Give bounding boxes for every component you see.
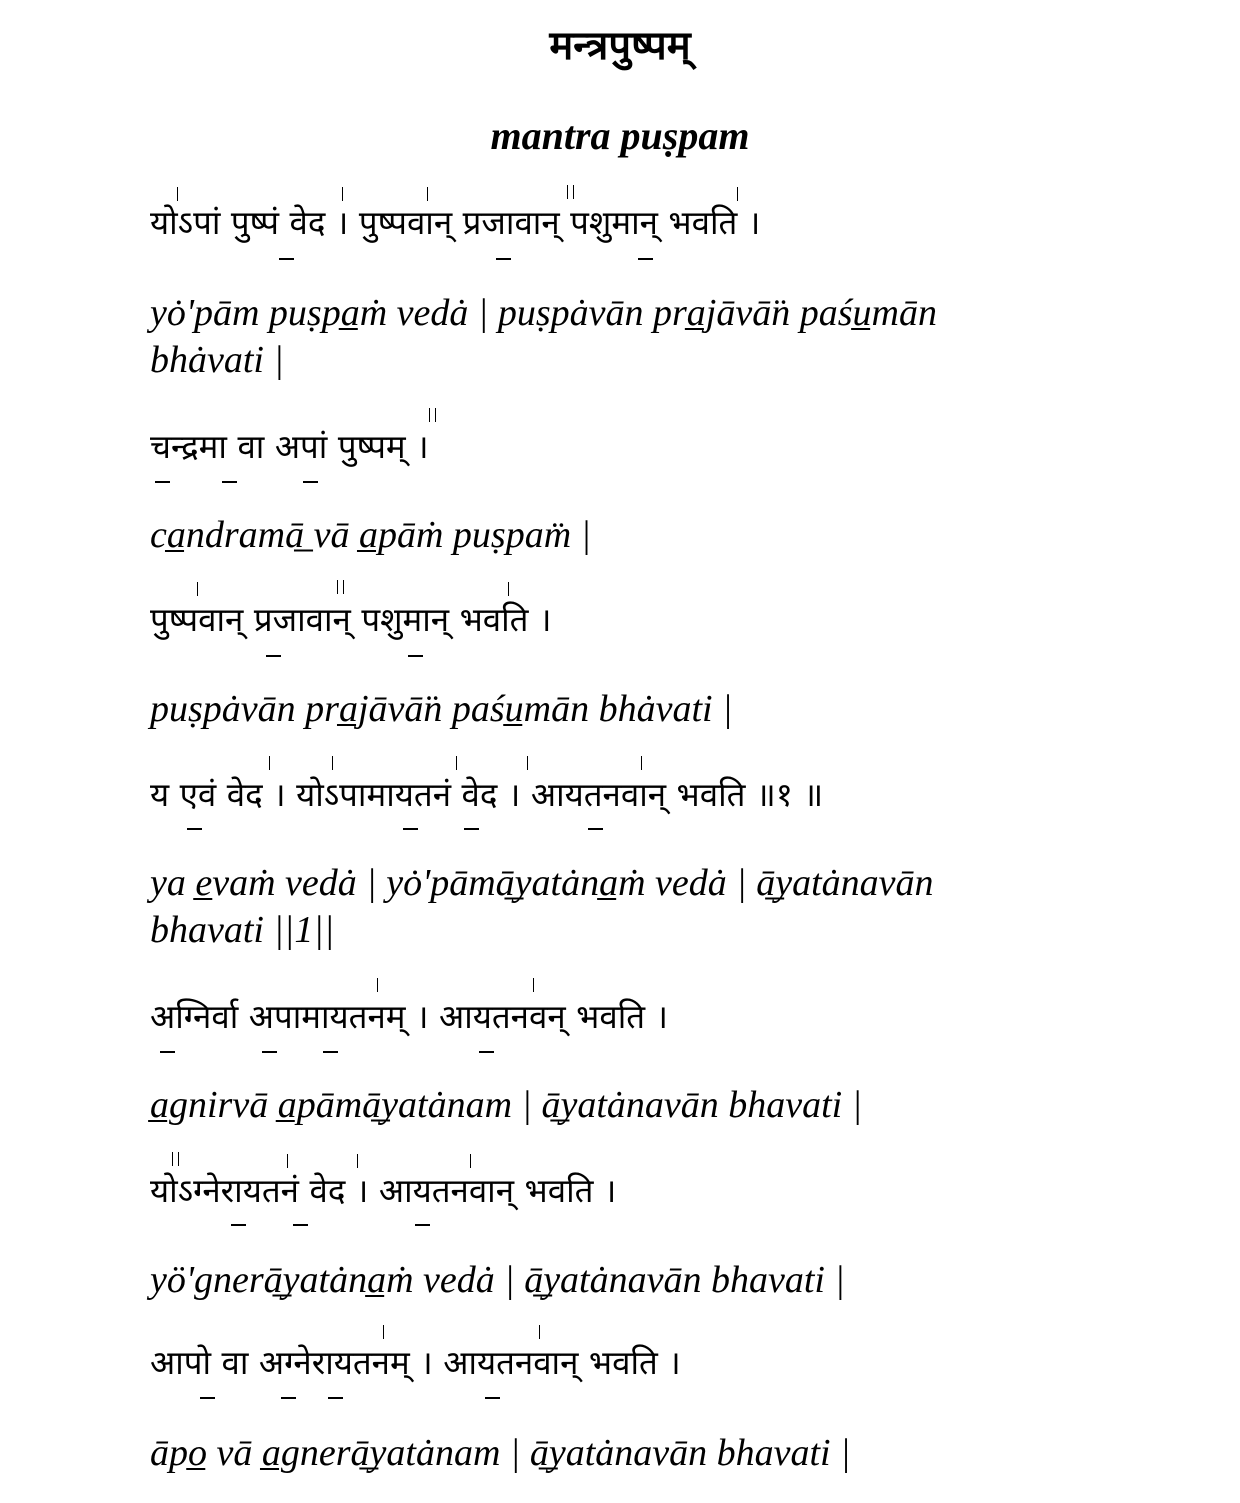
dirgha-svarita-mark [172,1152,179,1166]
anudatta-mark [403,828,418,830]
anudatta-mark [638,258,653,260]
svarita-mark [197,582,198,596]
svarita-mark [456,756,457,770]
svarita-mark [383,1325,384,1339]
anudatta-mark [281,1397,296,1399]
verse-1-transliteration: yȯ'pām puṣpa̲ṁ vedȧ | puṣpȧvān pra̲jāvā̈n paśu̲mān bhȧvati | [150,292,937,381]
page-title-transliteration: mantra puṣpam [490,113,750,158]
page-title-devanagari: मन्त्रपुष्पम् [549,23,691,69]
verse-3-devanagari: पुष्पवान् प्रजावान् पशुमान् भवति । [150,600,552,639]
svarita-mark [377,978,378,992]
anudatta-mark [187,828,202,830]
svarita-mark [527,756,528,770]
anudatta-mark [496,258,511,260]
verse-6-transliteration: yö'gnerā̲yatȧna̲ṁ vedȧ | ā̲yatȧnavān bhavati | [150,1259,845,1301]
anudatta-mark [200,1397,215,1399]
anudatta-mark [222,481,237,483]
dirgha-svarita-mark [337,580,344,594]
dirgha-svarita-mark [429,408,436,422]
anudatta-mark [328,1397,343,1399]
verse-1-devanagari: योऽपां पुष्पं वेद । पुष्पवान् प्रजावान् पशुमान् भवति । [150,203,761,242]
svarita-mark [508,582,509,596]
anudatta-mark [266,655,281,657]
verse-7-transliteration: āpo̲ vā a̲gnerā̲yatȧnam | ā̲yatȧnavān bhavati | [150,1432,851,1474]
verse-6-devanagari: योऽग्नेरायतनं वेद । आयतनवान् भवति । [150,1171,617,1210]
svarita-mark [269,756,270,770]
verse-4-transliteration: ya e̲vaṁ vedȧ | yȯ'pāmā̲yatȧna̲ṁ vedȧ | ā̲yatȧnavān bhavati ||1|| [150,862,934,951]
verse-2-devanagari: चन्द्रमा वा अपां पुष्पम् । [150,427,429,466]
anudatta-mark [588,828,603,830]
anudatta-mark [485,1397,500,1399]
svarita-mark [641,756,642,770]
svarita-mark [533,978,534,992]
svarita-mark [539,1325,540,1339]
anudatta-mark [408,655,423,657]
dirgha-svarita-mark [567,185,574,199]
verse-7-devanagari: आपो वा अग्नेरायतनम् । आयतनवान् भवति । [150,1343,681,1382]
verse-2-transliteration: ca̲ndramā̲ vā a̲pāṁ puṣpam̈ | [150,514,592,556]
verse-4-devanagari: य एवं वेद । योऽपामायतनं वेद । आयतनवान् भवति ॥१ ॥ [150,775,824,814]
verse-5-transliteration: a̲gnirvā a̲pāmā̲yatȧnam | ā̲yatȧnavān bhavati | [150,1084,863,1126]
anudatta-mark [323,1051,338,1053]
anudatta-mark [415,1224,430,1226]
svarita-mark [332,756,333,770]
anudatta-mark [231,1224,246,1226]
anudatta-mark [293,1224,308,1226]
anudatta-mark [262,1051,277,1053]
anudatta-mark [479,1051,494,1053]
anudatta-mark [160,1051,175,1053]
verse-5-devanagari: अग्निर्वा अपामायतनम् । आयतनवन् भवति । [150,997,669,1036]
anudatta-mark [464,828,479,830]
anudatta-mark [155,481,170,483]
anudatta-mark [279,258,294,260]
verse-3-transliteration: puṣpȧvān pra̲jāvā̈n paśu̲mān bhȧvati | [150,688,733,730]
anudatta-mark [303,481,318,483]
